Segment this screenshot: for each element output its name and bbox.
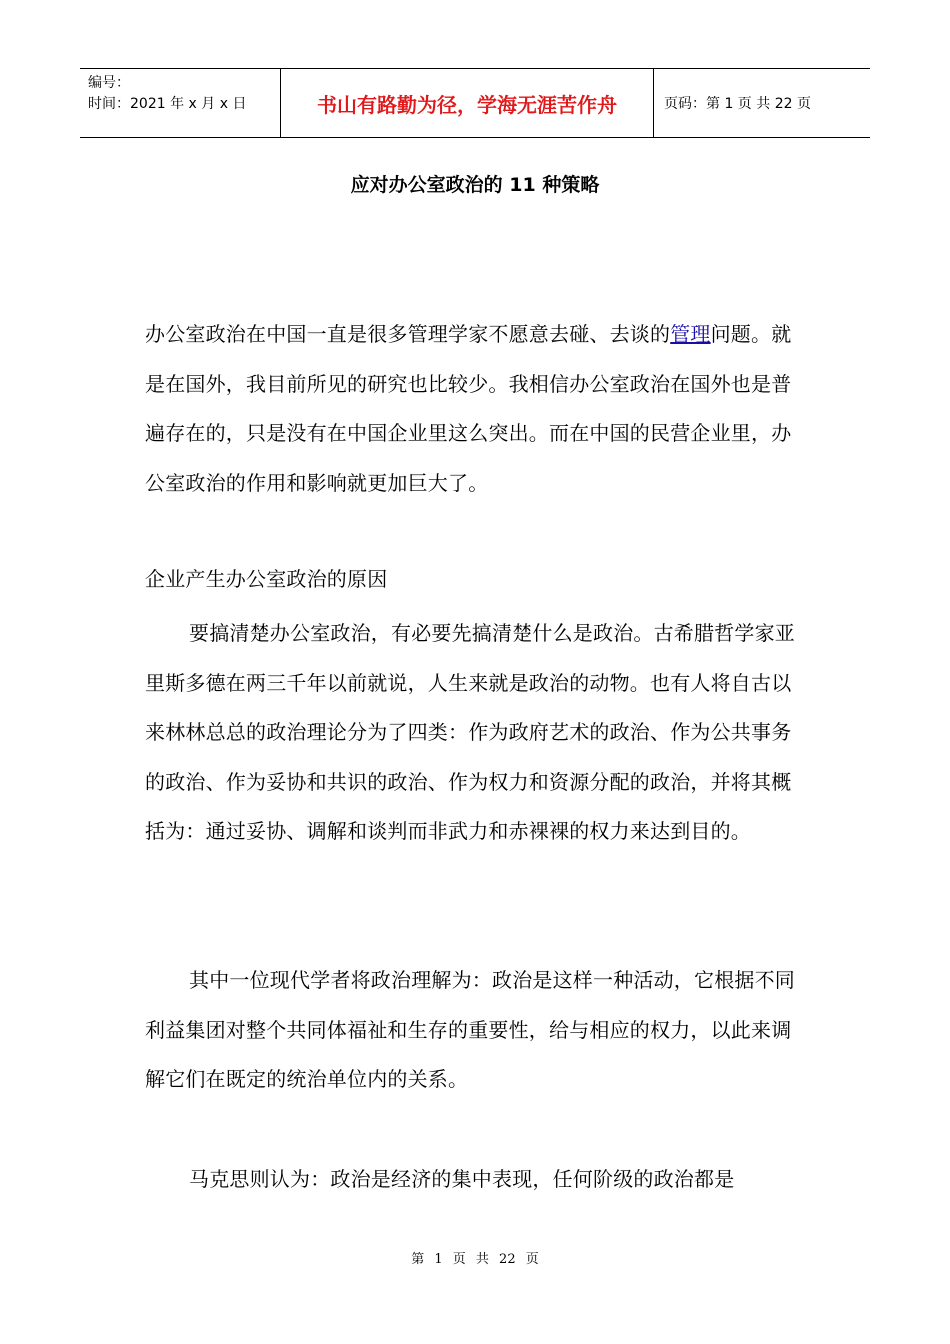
- management-link[interactable]: 管理: [670, 322, 711, 346]
- time-label: 时间：2021 年 x 月 x 日: [88, 96, 247, 112]
- number-label: 编号：: [88, 75, 130, 91]
- page-header: [80, 68, 870, 138]
- motto-text: 书山有路勤为径，学海无涯苦作舟: [317, 92, 617, 117]
- page-footer: [0, 1248, 950, 1267]
- body-paragraph: 其中一位现代学者将政治理解为：政治是这样一种活动，它根据不同利益集团对整个共同体福祉和生存的重要性，给与相应的权力，以此来调解它们在既定的统治单位内的关系。: [145, 968, 795, 1091]
- intro-paragraph: [145, 310, 810, 508]
- section-heading: 企业产生办公室政治的原因: [145, 567, 388, 591]
- header-page-info: 页码：第 1 页 共 22 页: [664, 96, 811, 112]
- header-meta-cell: [80, 69, 281, 137]
- document-title: 应对办公室政治的 11 种策略: [350, 174, 600, 196]
- intro-text-after: 问题。就是在国外，我目前所见的研究也比较少。我相信办公室政治在国外也是普遍存在的，只是没有在中国企业里这么突出。而在中国的民营企业里，办公室政治的作用和影响就更加巨大了。: [145, 322, 792, 495]
- body-paragraph: 马克思则认为：政治是经济的集中表现，任何阶级的政治都是: [189, 1167, 735, 1191]
- body-paragraph: 要搞清楚办公室政治，有必要先搞清楚什么是政治。古希腊哲学家亚里斯多德在两三千年以前就说，人生来就是政治的动物。也有人将自古以来林林总总的政治理论分为了四类：作为政府艺术的政治、作为公共事务的政治、作为妥协和共识的政治、作为权力和资源分配的政治，并将其概括为：通过妥协、调解和谈判而非武力和赤裸裸的权力来达到目的。: [145, 621, 795, 843]
- header-page-cell: [654, 69, 870, 137]
- footer-page-number: 第 1 页 共 22 页: [411, 1252, 539, 1267]
- header-motto-cell: [281, 69, 654, 137]
- intro-text-before: 办公室政治在中国一直是很多管理学家不愿意去碰、去谈的: [145, 322, 671, 346]
